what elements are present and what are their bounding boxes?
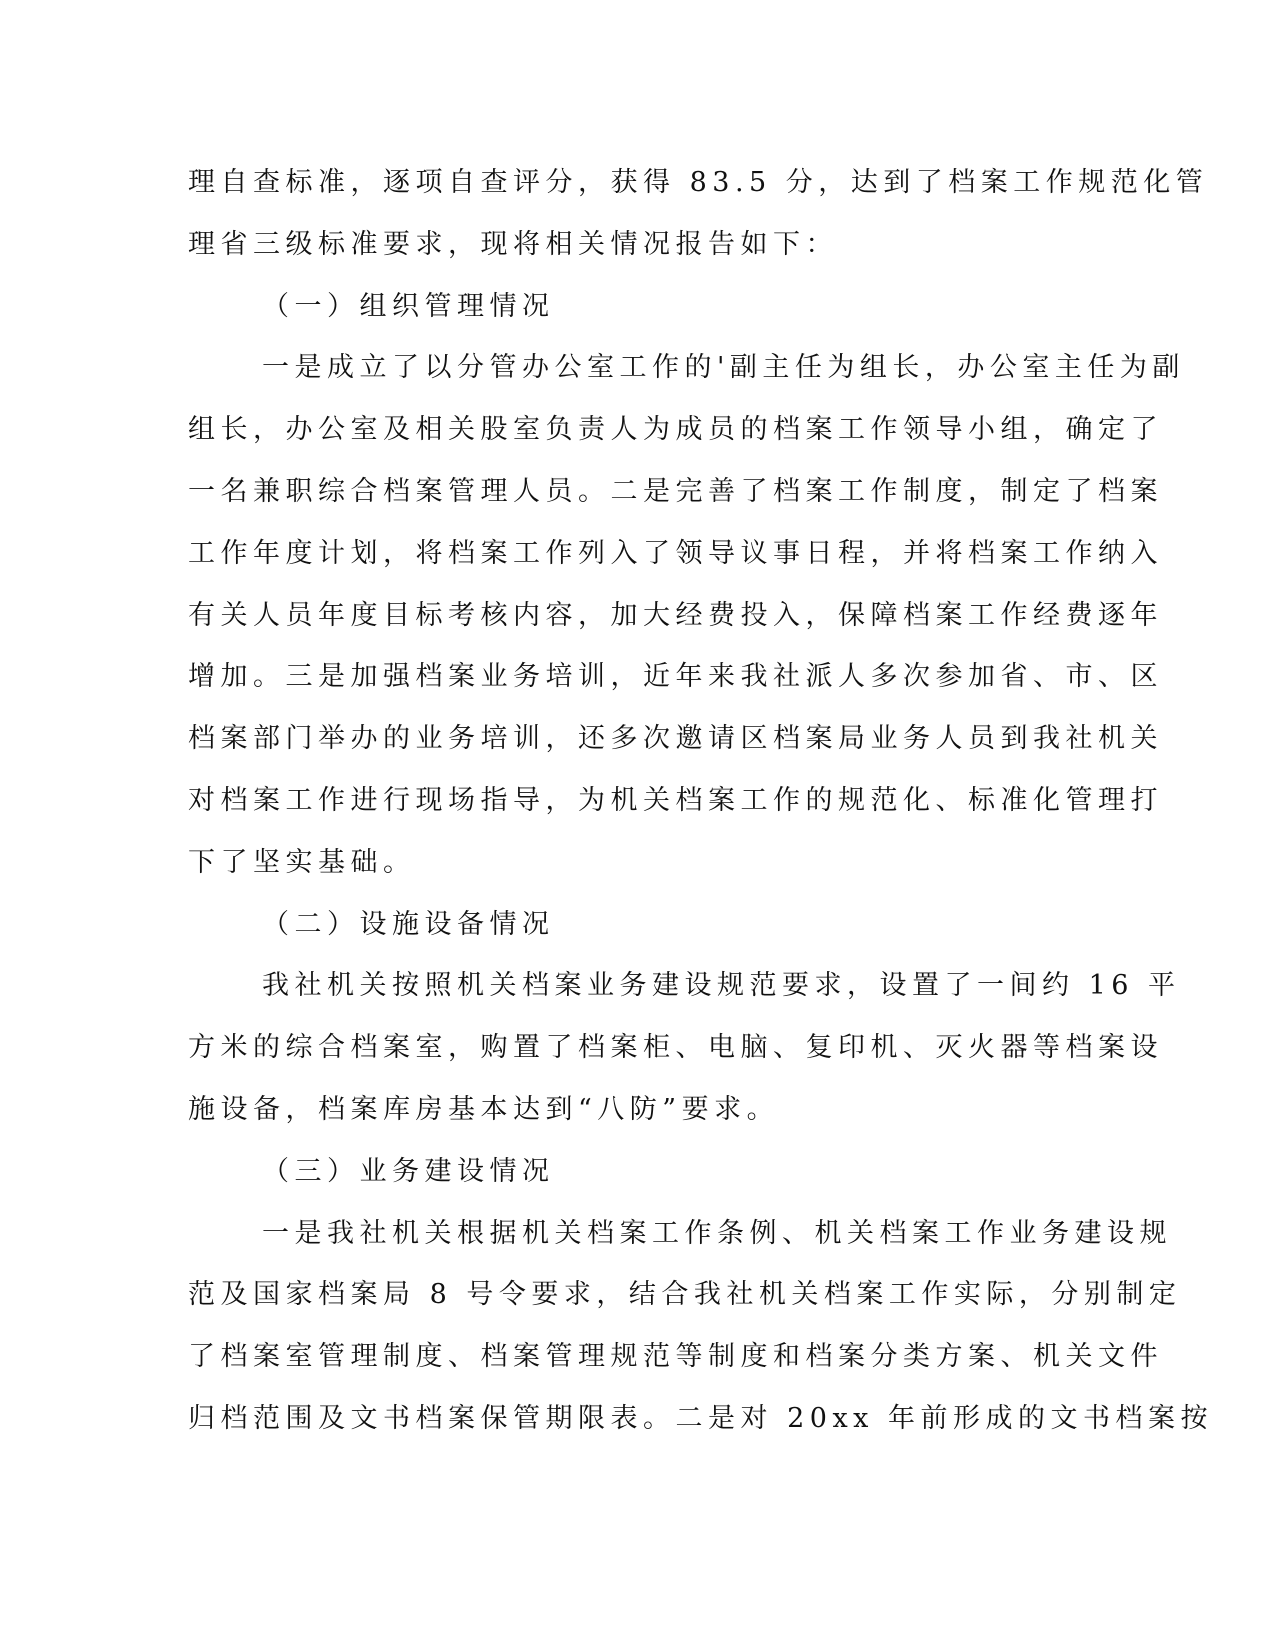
text-line: 一是成立了以分管办公室工作的'副主任为组长，办公室主任为副 <box>262 352 1185 384</box>
text-line: 组长，办公室及相关股室负责人为成员的档案工作领导小组，确定了 <box>188 414 1163 446</box>
section-heading-facilities: （二）设施设备情况 <box>262 908 555 940</box>
text-line: 对档案工作进行现场指导，为机关档案工作的规范化、标准化管理打 <box>188 784 1163 816</box>
text-line: 增加。三是加强档案业务培训，近年来我社派人多次参加省、市、区 <box>188 661 1163 693</box>
document-body <box>188 152 1213 1450</box>
text-line: 范及国家档案局 8 号令要求，结合我社机关档案工作实际，分别制定 <box>188 1279 1182 1311</box>
text-line: 档案部门举办的业务培训，还多次邀请区档案局业务人员到我社机关 <box>188 723 1163 755</box>
section-heading-business: （三）业务建设情况 <box>262 1155 555 1187</box>
text-line: 工作年度计划，将档案工作列入了领导议事日程，并将档案工作纳入 <box>188 537 1163 569</box>
text-line: 一是我社机关根据机关档案工作条例、机关档案工作业务建设规 <box>262 1217 1172 1249</box>
text-line: 一名兼职综合档案管理人员。二是完善了档案工作制度，制定了档案 <box>188 475 1163 507</box>
text-line: 下了坚实基础。 <box>188 846 416 878</box>
text-line: 有关人员年度目标考核内容，加大经费投入，保障档案工作经费逐年 <box>188 599 1163 631</box>
text-line: 施设备，档案库房基本达到“八防”要求。 <box>188 1093 780 1125</box>
text-line: 方米的综合档案室，购置了档案柜、电脑、复印机、灭火器等档案设 <box>188 1032 1163 1064</box>
text-line: 归档范围及文书档案保管期限表。二是对 20xx 年前形成的文书档案按 <box>188 1402 1213 1434</box>
text-line: 理省三级标准要求，现将相关情况报告如下： <box>188 228 838 260</box>
text-line: 了档案室管理制度、档案管理规范等制度和档案分类方案、机关文件 <box>188 1341 1163 1373</box>
section-heading-organization: （一）组织管理情况 <box>262 290 555 322</box>
text-line: 理自查标准，逐项自查评分，获得 83.5 分，达到了档案工作规范化管 <box>188 167 1209 198</box>
text-line: 我社机关按照机关档案业务建设规范要求，设置了一间约 16 平 <box>262 970 1181 1002</box>
